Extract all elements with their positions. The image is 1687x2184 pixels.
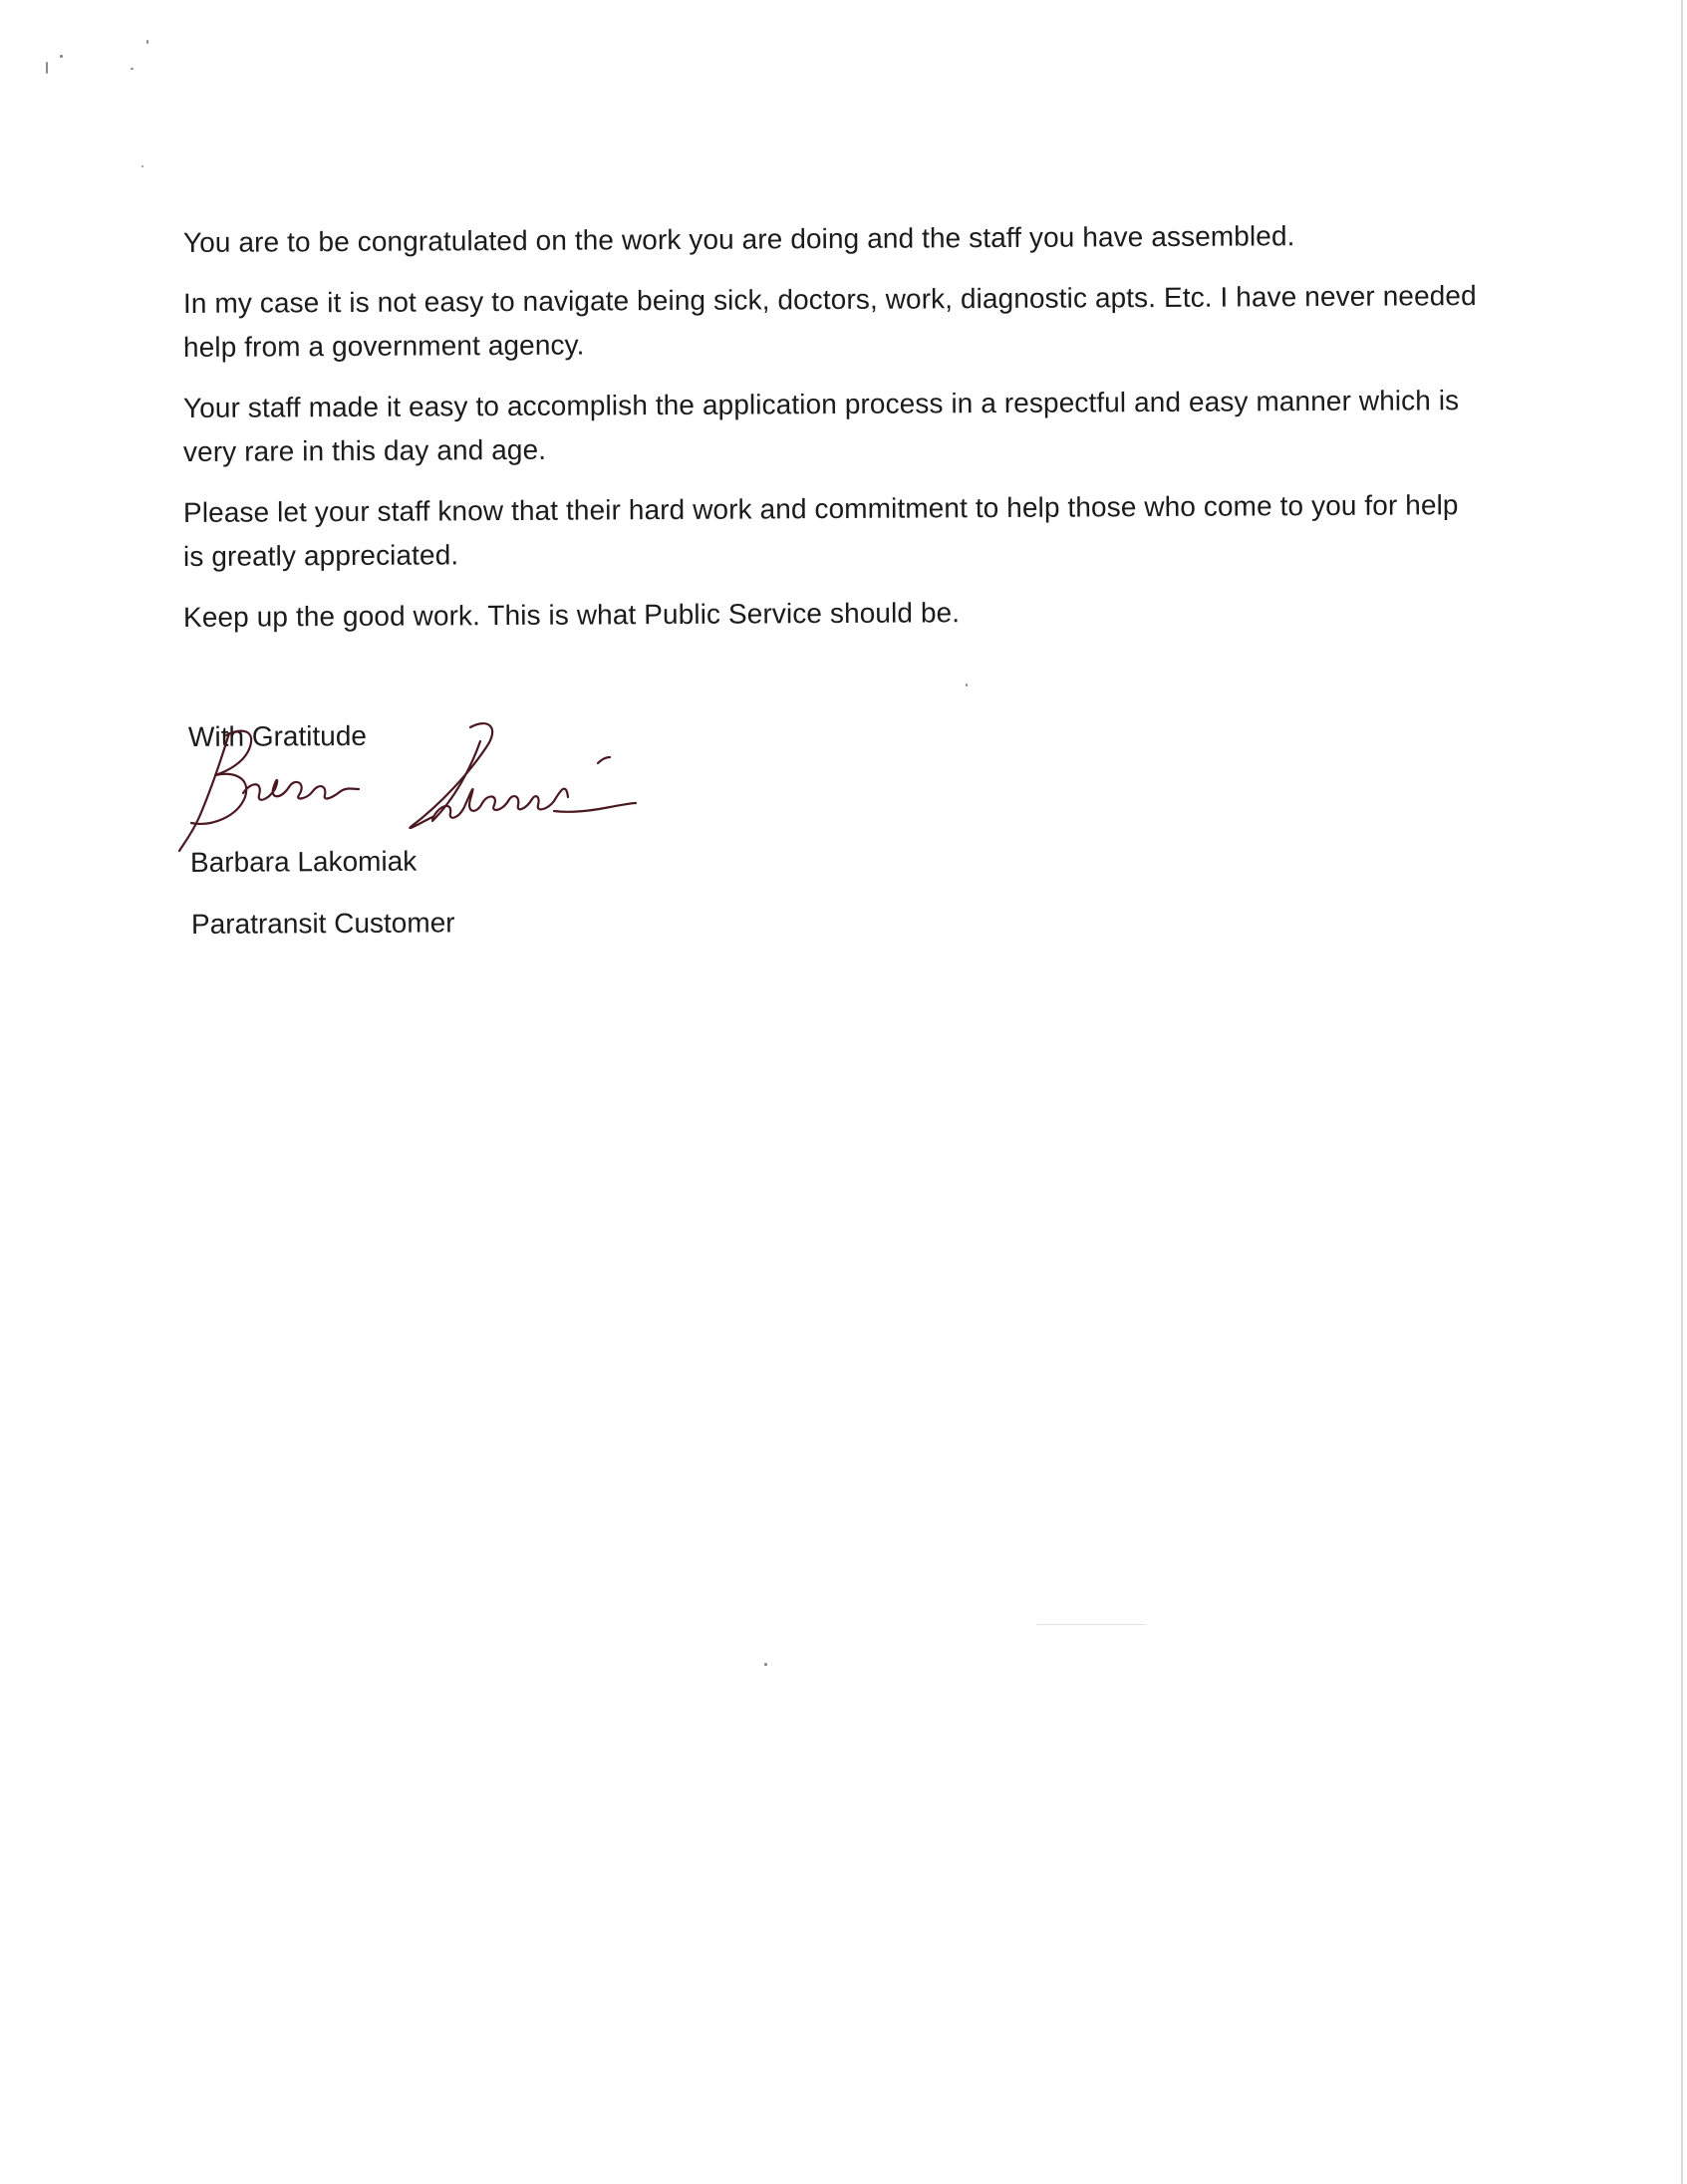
- letter-paragraph: In my case it is not easy to navigate being sick, doctors, work, diagnostic apts. Etc. I have never needed: [182, 280, 1477, 319]
- scan-speck: [146, 40, 148, 44]
- scan-speck: [60, 55, 63, 58]
- closing-salutation: With Gratitude: [187, 719, 368, 752]
- letter-body: [183, 221, 1479, 657]
- letter-paragraph: is greatly appreciated.: [182, 539, 459, 572]
- letter-paragraph: Please let your staff know that their hard work and commitment to help those who come to you for help: [182, 489, 1459, 528]
- letter-paragraph: Your staff made it easy to accomplish the application process in a respectful and easy manner which is: [182, 385, 1460, 423]
- scan-speck: [141, 165, 143, 167]
- scan-speck: [1036, 1624, 1146, 1625]
- letter-paragraph: very rare in this day and age.: [182, 433, 547, 467]
- scan-speck: [764, 1663, 767, 1666]
- letter-paragraph: help from a government agency.: [182, 329, 585, 363]
- letter-paragraph: You are to be congratulated on the work you are doing and the staff you have assembled.: [182, 220, 1295, 258]
- letter-paragraph: Keep up the good work. This is what Public Service should be.: [182, 597, 961, 633]
- signer-title: Paratransit Customer: [190, 907, 455, 940]
- signer-name: Barbara Lakomiak: [189, 845, 418, 878]
- scan-speck: [966, 683, 968, 686]
- scan-speck: [46, 62, 48, 74]
- page-edge-line: [1681, 0, 1683, 2184]
- scan-speck: [131, 68, 134, 70]
